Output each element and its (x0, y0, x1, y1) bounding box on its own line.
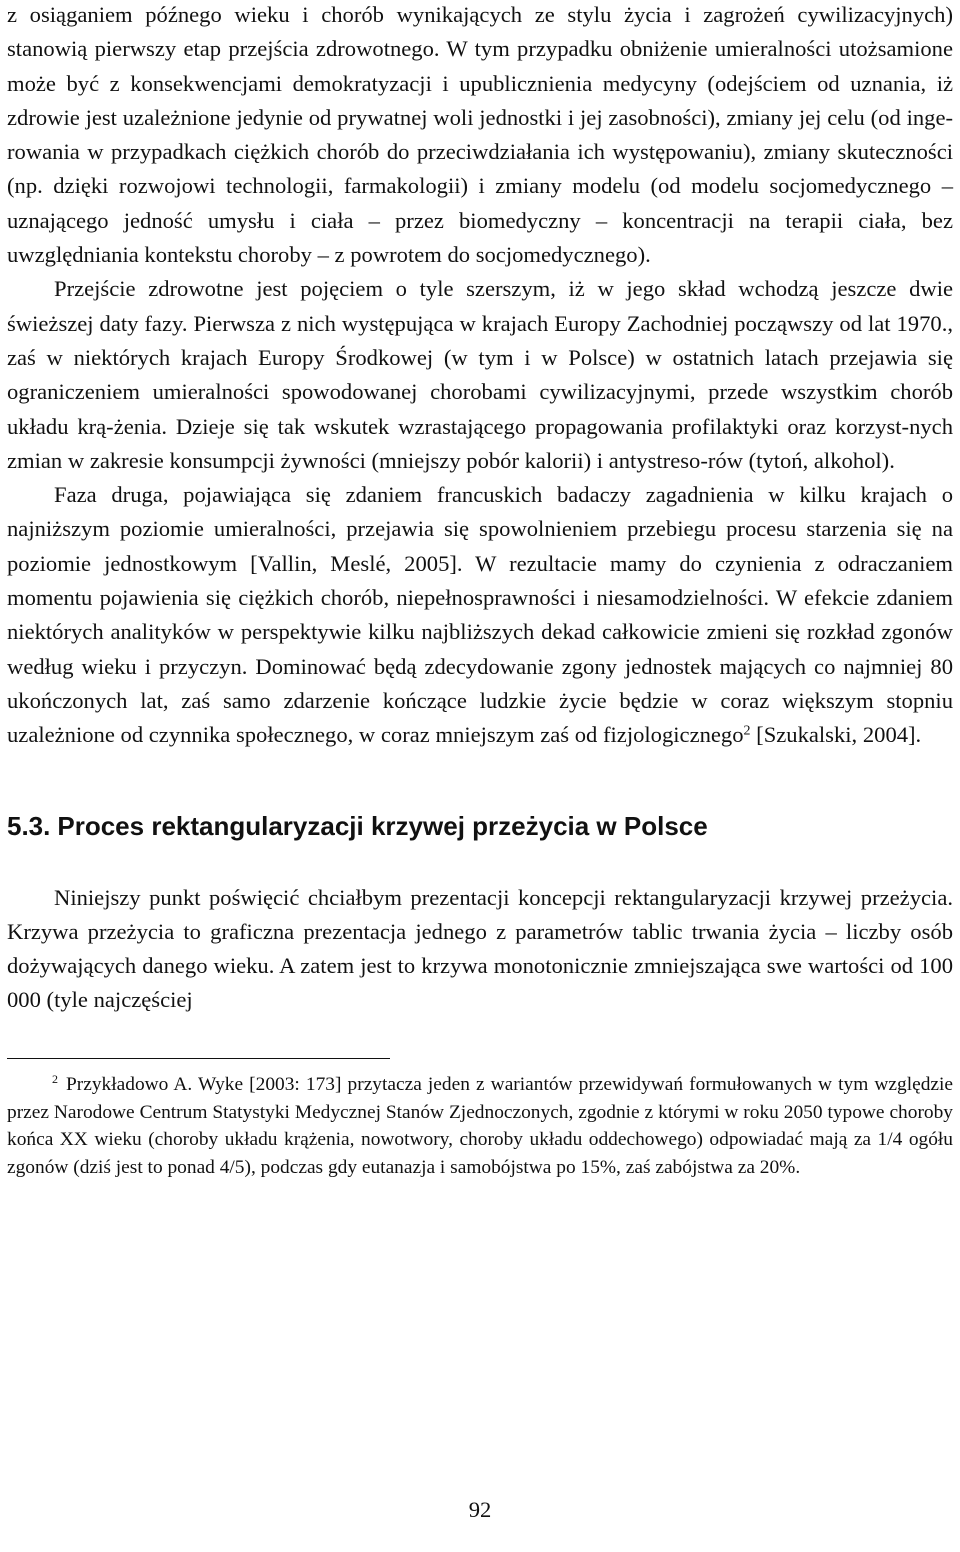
paragraph-3-citation: [Szukalski, 2004]. (750, 722, 922, 748)
section-paragraph: Niniejszy punkt poświęcić chciałbym prezentacji koncepcji rektangularyzacji krzywej przeżycia. Krzywa przeżycia to graficzna prezentacja jednego z parametrów tablic trwania życia – liczby osób dożywających danego wieku. A zatem jest to krzywa monotonicznie zmniejszająca swe wartości od 100 000 (tyle najczęściej (7, 884, 953, 1013)
section-number: 5.3. (7, 810, 51, 841)
section-heading (7, 809, 953, 843)
page-number: 92 (468, 1497, 492, 1522)
section-title: Proces rektangularyzacji krzywej przeżycia w Polsce (57, 810, 708, 841)
footnote-reference[interactable]: 2 (743, 723, 751, 739)
document-page (7, 0, 953, 1182)
paragraph-2: Przejście zdrowotne jest pojęciem o tyle szerszym, iż w jego skład wchodzą jeszcze dwie świeższej daty fazy. Pierwsza z nich występująca w krajach Europy Zachodniej począwszy od lat 1970., zaś w niektórych krajach Europy Środkowej (w tym i w Polsce) w ostatnich latach przejawia się ograniczeniem umieralności spowodowanej chorobami cywilizacyjnymi, przede wszystkim chorób układu krą-żenia. Dzieje się tak wskutek wzrastającego propagowania profilaktyki oraz korzyst-nych zmian w zakresie konsumpcji żywności (mniejszy pobór kalorii) i antystreso-rów (tytoń, alkohol). (7, 276, 953, 473)
paragraph-3-text: Faza druga, pojawiająca się zdaniem francuskich badaczy zagadnienia w kilku krajach o najniższym poziomie umieralności, przejawia się spowolnieniem przebiegu procesu starzenia się na poziomie jednostkowym [Vallin, Meslé, 2005]. W rezultacie mamy do czynienia z odraczaniem momentu pojawienia się ciężkich chorób, niepełnosprawności i niesamodzielności. W efekcie zdaniem niektórych analityków w perspektywie kilku najbliższych dekad całkowicie zmieni się rozkład zgonów według wieku i przyczyn. Dominować będą zdecydowanie zgony jednostek mających co najmniej 80 ukończonych lat, zaś samo zdarzenie kończące ludzkie życie będzie w coraz większym stopniu uzależnione od czynnika społecznego, w coraz mniejszym zaś od fizjologicznego (7, 482, 953, 748)
footnote (7, 1071, 953, 1182)
footnote-separator (7, 1058, 390, 1059)
footnote-text: Przykładowo A. Wyke [2003: 173] przytacza jeden z wariantów przewidywań formułowanych w tym względzie przez Narodowe Centrum Statystyki Medycznej Stanów Zjednoczonych, zgodnie z którymi w roku 2050 typowe choroby końca XX wieku (choroby układu krążenia, nowotwory, choroby układu oddechowego) odpowiadać mają za 1/4 ogółu zgonów (dziś jest to ponad 4/5), podczas gdy eutanazja i samobójstwa po 15%, zaś zabójstwa za 20%. (7, 1073, 953, 1179)
footnote-mark: 2 (52, 1072, 59, 1087)
paragraph-3 (7, 478, 953, 752)
paragraph-1: z osiąganiem późnego wieku i chorób wynikających ze stylu życia i zagrożeń cywilizacyjnych) stanowią pierwszy etap przejścia zdrowotnego. W tym przypadku obniżenie umieralności utożsamione może być z konsekwencjami demokratyzacji i upublicznienia medycyny (odejściem od uznania, iż zdrowie jest uzależnione jedynie od prywatnej woli jednostki i jej zasobności), zmiany jej celu (od inge-rowania w przypadkach ciężkich chorób do przeciwdziałania ich występowaniu), zmiany skuteczności (np. dzięki rozwojowi technologii, farmakologii) i zmiany modelu (od modelu socjomedycznego – uznającego jedność umysłu i ciała – przez biomedyczny – koncentracji na terapii ciała, bez uwzględniania kontekstu choroby – z powrotem do socjomedycznego). (7, 2, 953, 268)
